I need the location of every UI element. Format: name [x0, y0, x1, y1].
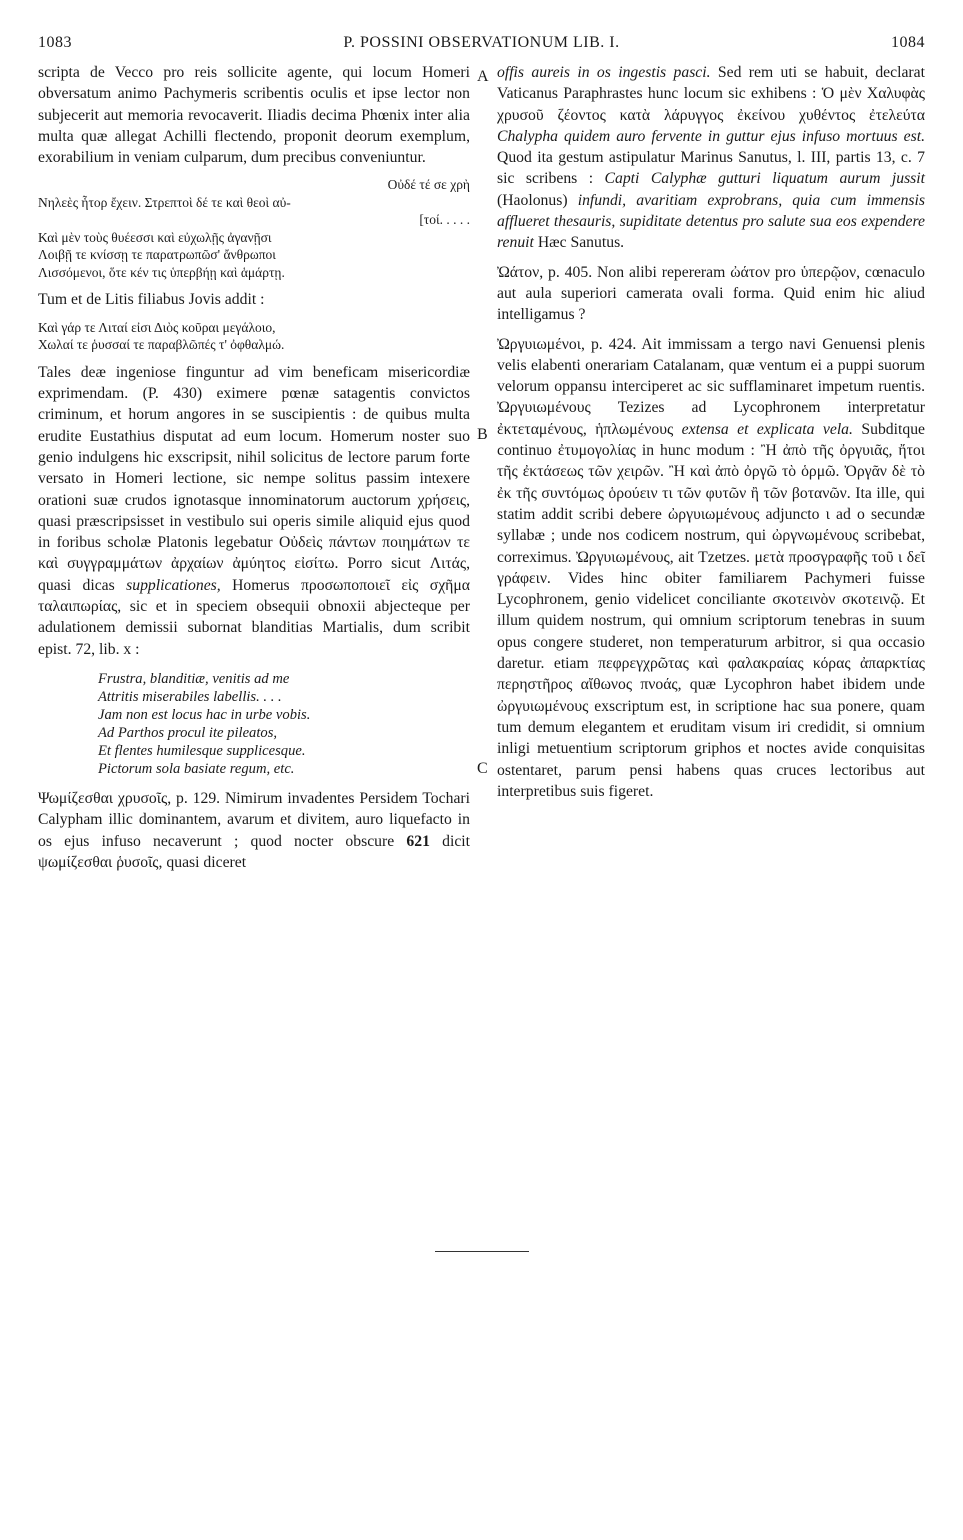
verse-line: Et flentes humilesque supplicesque. [98, 742, 306, 759]
page-number-right: 1084 [891, 34, 925, 51]
greek-line: Οὐδέ τέ σε χρὴ [387, 177, 470, 193]
page-number-left: 1083 [38, 34, 72, 51]
paragraph: offis aureis in os ingestis pasci. Sed rem uti se habuit, declarat Vaticanus Paraphrastes hunc locum sic exhibens : Ὁ μὲν Χαλυφὰς χρυσοῦ ζέοντος κατὰ λάρυγγος ἐκείνου χυθέντος ἐτελεύτα Chalypha quidem auro fervente in guttur ejus infuso mortuus est. Quod ita gestum astipulatur Marinus Sanutus, l. III, partis 13, c. 7 sic scribens : Capti Calyphæ gutturi liquatum aurum jussit (Haolonus) infundi, avaritiam exprobrans, quia cum immensis afflueret thesauris, supiditate detentus pro salute sua eos expendere renuit Hæc Sanutus. [497, 64, 925, 252]
margin-letter-c: C [477, 760, 488, 777]
lemma: Ψωμίζεσθαι χρυσοῖς [38, 789, 168, 807]
paragraph: scripta de Vecco pro reis sollicite agente, qui locum Homeri obversatum animo Pachymeris scribentis oculis et ipse lector non subjecerit aut memoria revocaverit. Iliadis decima Phœnix inter alia multa quæ allegat Achilli flectendo, proponit deorum exemplum, exorabilium in veniam culparum, dum precibus conveniuntur. [38, 64, 470, 167]
verse-line: Ad Parthos procul ite pileatos, [98, 724, 278, 741]
margin-letter-a: A [477, 68, 489, 85]
paragraph: Ὠάτον, p. 405. Non alibi repereram ὠάτον pro ὑπερῷον, cœnaculo aut aula superiori camerata ovali forma. Quid enim hic aliud intelligamus ? [497, 263, 926, 324]
running-title: P. POSSINI OBSERVATIONUM LIB. I. [343, 34, 620, 51]
greek-line: Λισσόμενοι, ὅτε κέν τις ὑπερβήῃ καὶ ἁμάρτῃ. [38, 264, 285, 280]
paragraph: Tales deæ ingeniose finguntur ad vim beneficam misericordiæ exprimendam. (P. 430) eximere pœnæ satagentis convictos criminum, et horum angores in se suscipientis : de quibus multa erudite Eustathius disputat ad eum locum. Homerum noster suo genio indulgens hic exscripsit, nihil solicitus de lectore parum forte versato in Homeri lectione, sic nempe solitus passim intexere orationi suæ crudos ignotasque innominatorum auctorum χρήσεις, quasi præscripsisset in vestibulo sui operis simile aliquid ejus quod in foribus scholæ Platonis legebatur Οὐδεὶς πάντων ποιημάτων τε καὶ συγγραμμάτων ἀρχαίων ἀμύητος εἰσίτω. Porro sicut Λιτάς, quasi dicas supplicationes, Homerus προσωποποιεῖ εἰς σχῆμα ταλαιπωρίας, sic et in speciem obsequii obnoxii abjecteque per adulationem demissii subornat blanditias Martialis, dum scribit epist. 72, lib. x : [38, 363, 470, 658]
paragraph: Tum et de Litis filiabus Jovis addit : [38, 291, 265, 309]
verse-line: Pictorum sola basiate regum, etc. [98, 760, 295, 777]
greek-line: Καὶ γάρ τε Λιταί εἰσι Διὸς κοῦραι μεγάλοιο, [38, 319, 276, 335]
greek-quotation [38, 176, 470, 281]
verse-line: Jam non est locus hac in urbe vobis. [98, 706, 311, 723]
latin-verse-quotation [98, 670, 470, 778]
greek-quotation [38, 319, 470, 354]
lemma: Ὠάτον [497, 263, 540, 281]
verse-line: Attritis miserabiles labellis. . . . [98, 688, 282, 705]
greek-line: [τοί. . . . . [419, 212, 470, 228]
paragraph: Ψωμίζεσθαι χρυσοῖς, p. 129. Nimirum invadentes Persidem Tochari Calypham illic dominantem, avarum et divitem, auro liquefacto in os ejus infuso necaverunt ; quod nocter obscure 621 dicit ψωμίζεσθαι ῥυσοῖς, quasi diceret [38, 789, 471, 871]
right-column [497, 62, 925, 802]
left-column [38, 62, 470, 873]
greek-line: Καὶ μὲν τοὺς θυέεσσι καὶ εὐχωλῇς ἀγανῇσι [38, 229, 272, 245]
greek-line: Νηλεὲς ἦτορ ἔχειν. Στρεπτοὶ δέ τε καὶ θεοὶ αὐ- [38, 194, 291, 210]
signature-mark: 621 [406, 832, 430, 850]
running-header [38, 34, 925, 56]
lemma: Ὠργυιωμένοι [497, 335, 581, 353]
end-rule [435, 1251, 529, 1252]
greek-line: Χωλαί τε ῥυσσαί τε παραβλῶπές τ' ὀφθαλμώ. [38, 337, 285, 353]
paragraph: Ὠργυιωμένοι, p. 424. Ait immissam a tergo navi Genuensi plenis velis elabenti onerariam Catalanam, quæ ventum ei a puppi suorum velorum oppansu interciperet ac sic sufflaminaret impetum ruentis. Ὠργυιωμένους Tezizes ad Lycophronem interpretatur ἐκτεταμένους, ἡπλωμένους extensa et explicata vela. Subditque continuo ἐτυμογολίας in hunc modum : Ἢ ἀπὸ τῆς ὀργυιᾶς, ἤτοι τῆς ἐκτάσεως τῶν χειρῶν. Ἢ καὶ ἀπὸ ὀργῶ τὸ ὁρμῶ. Ὀργᾶν δὲ τὸ ἐκ τῆς συντόμως ὁρούειν τι τῶν φυτῶν ἢ τῶν βοτανῶν. Ita ille, qui statim addit scribi debere ὠργυιωμένους adjuncto ι ad ο secundæ syllabæ ; unde nos codicem nostrum, qui ὠργνωμένους scribebat, correximus. Ὠργυιωμένους, ait Tzetzes. μετὰ προσγραφῆς τοῦ ι δεῖ γράφειν. Vides hinc obiter familiarem Pachymeri fuisse Lycophronem, genio videlicet conciliante σκοτεινὸν σκοτεινῷ. Et illum quidem nostrum, qui omnium scriptorum tenebras in suum opus congere studeret, non temperaturum arbitror, si qua occasio daretur. etiam πεφρεγχρῶτας καὶ φαλακραίας κόρας ἀπαρκτίας περηστῆρος αἴθωνος πνοάς, quæ Lycophron habet ibidem unde ὠργυιωμένους exscriptum est, in scriptione hac sua ponere, quam tum demum elegantem et eruditam visum iri credidit, si omnium inligi metuentium scriptorum griphos et noctes avide conquisitas ostentaret, parum pensi habens quas cruces lectoribus aut interpretibus suis figeret. [497, 335, 926, 800]
verse-line: Frustra, blanditiæ, venitis ad me [98, 670, 290, 687]
margin-letter-b: B [477, 426, 488, 443]
greek-line: Λοιβῇ τε κνίσσῃ τε παρατρωπῶσ' ἄνθρωποι [38, 247, 276, 263]
